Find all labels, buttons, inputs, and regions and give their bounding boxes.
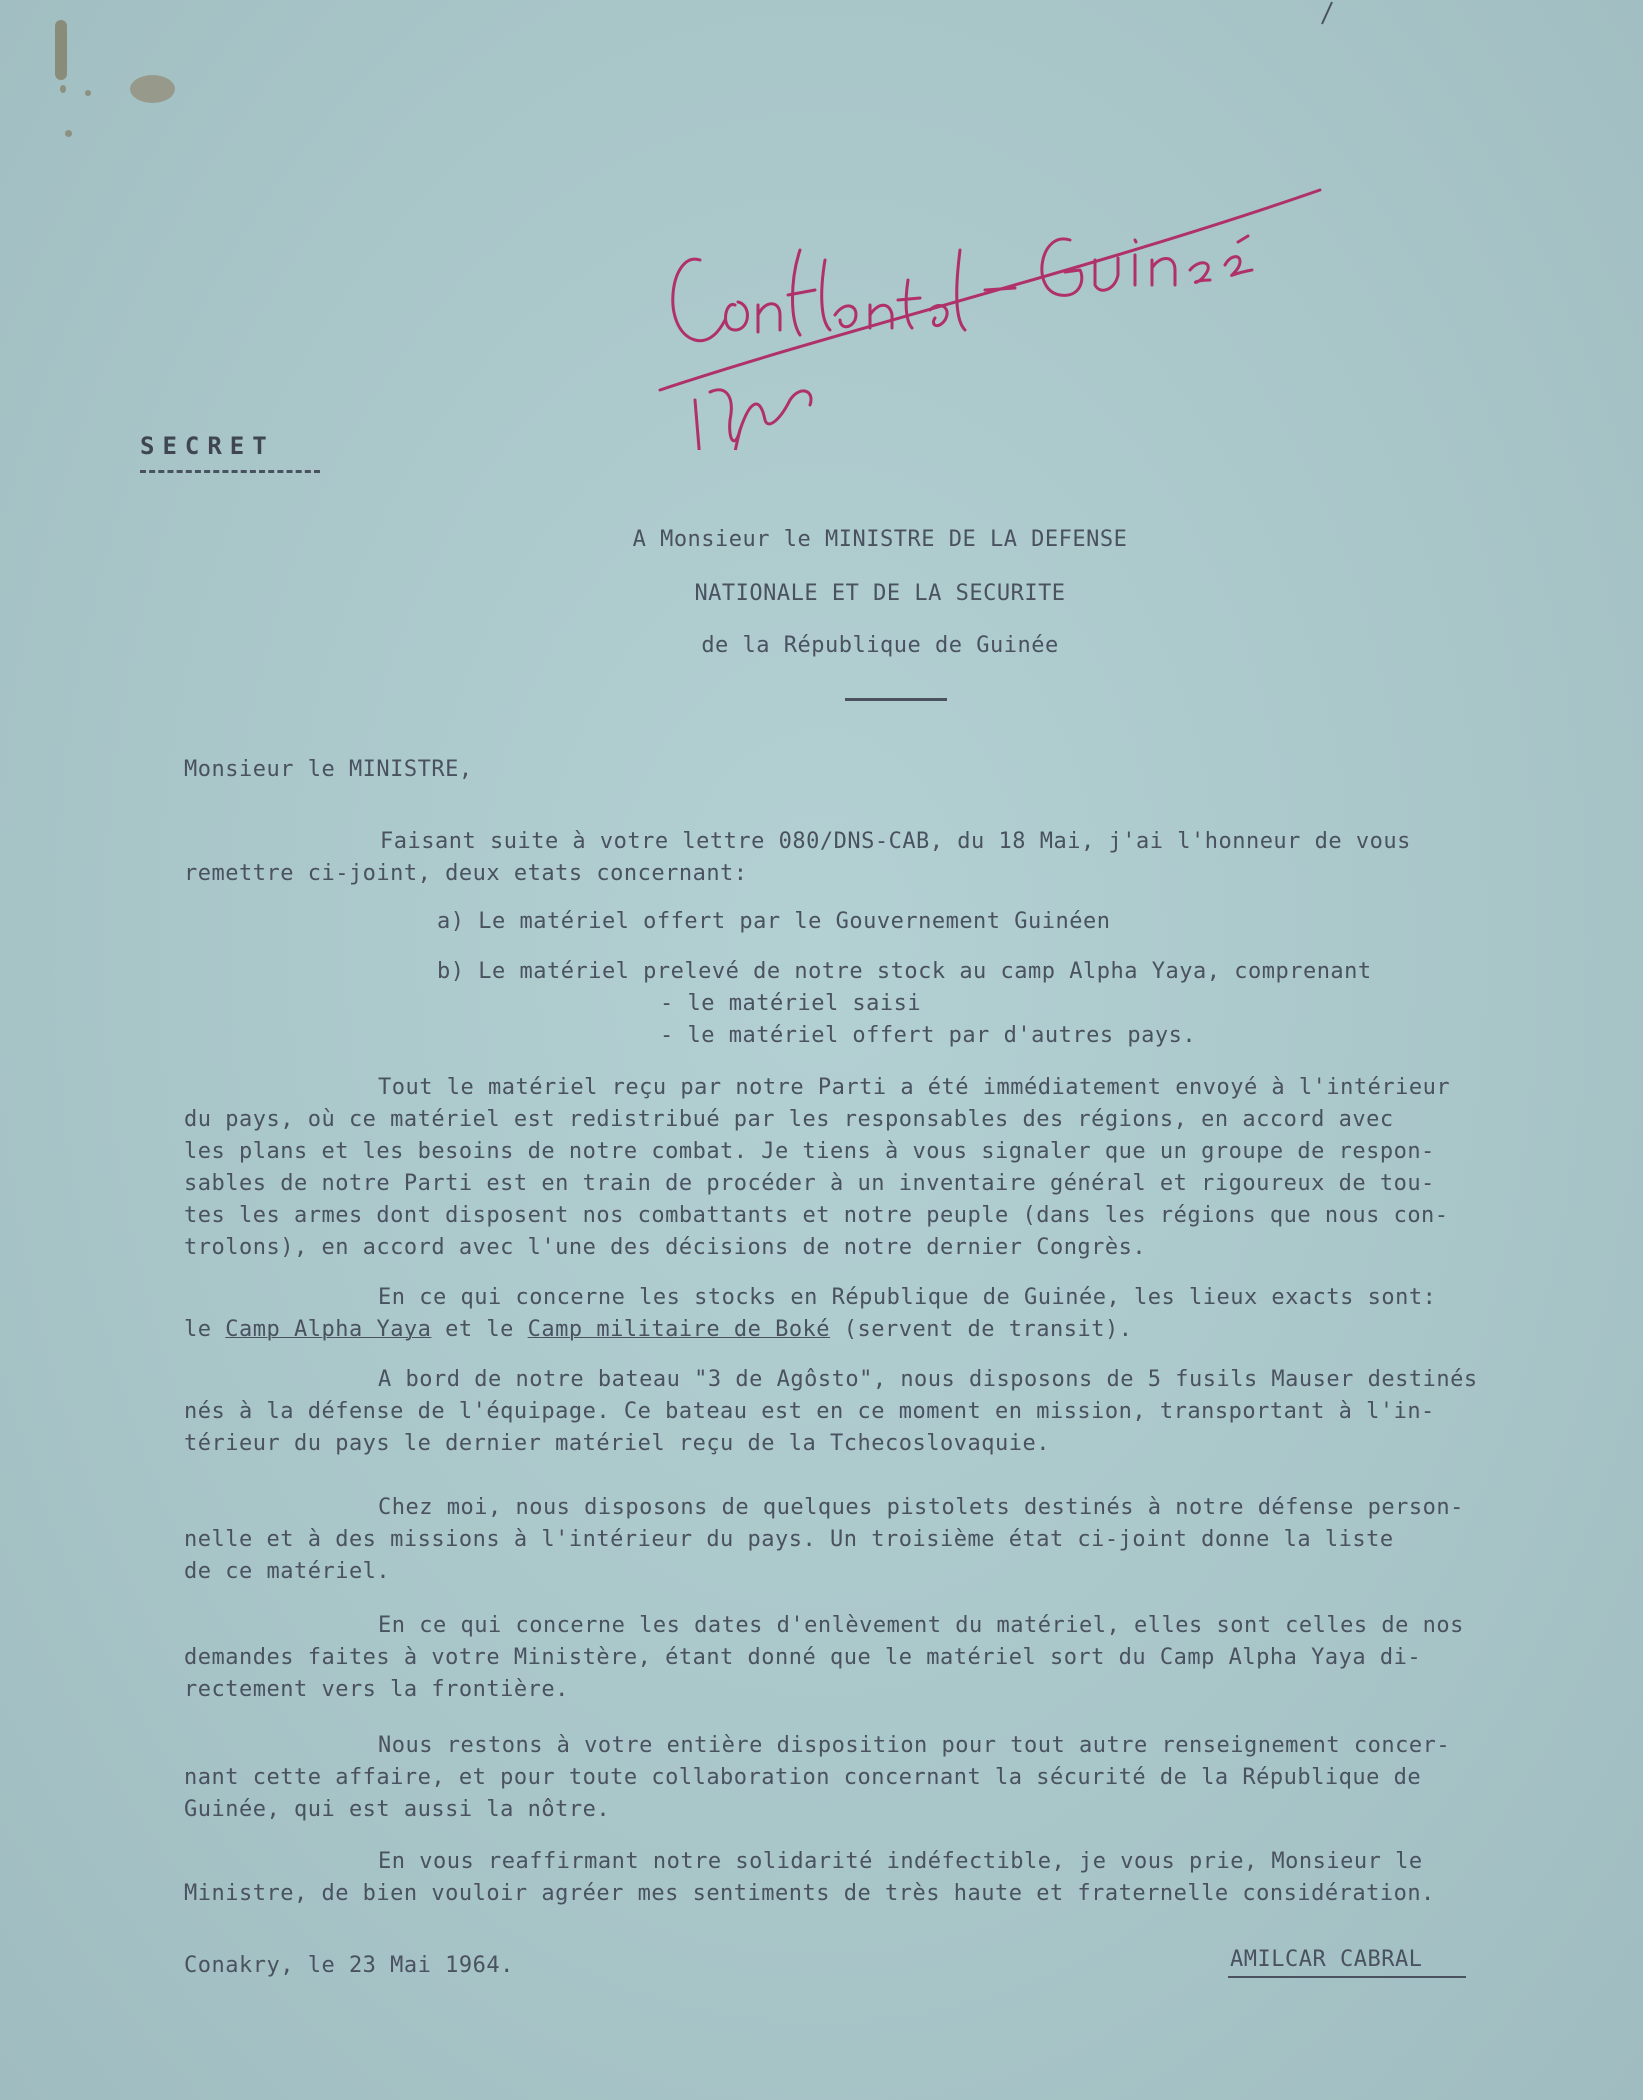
stain-mark	[130, 75, 175, 103]
paragraph-3-line-1: En ce qui concerne les stocks en République de Guinée, les lieux exacts sont:	[378, 1285, 1437, 1310]
paragraph-6-line: rectement vers la frontière.	[184, 1677, 569, 1702]
place-and-date: Conakry, le 23 Mai 1964.	[184, 1953, 514, 1978]
paragraph-6-line: demandes faites à votre Ministère, étant donné que le matériel sort du Camp Alpha Yaya di-	[184, 1645, 1422, 1670]
paragraph-5-line: Chez moi, nous disposons de quelques pistolets destinés à notre défense person-	[378, 1495, 1464, 1520]
paragraph-5-line: nelle et à des missions à l'intérieur du pays. Un troisième état ci-joint donne la liste	[184, 1527, 1394, 1552]
paragraph-1-line-1: Faisant suite à votre lettre 080/DNS-CAB, du 18 Mai, j'ai l'honneur de vous	[380, 829, 1411, 854]
paragraph-1-line-2: remettre ci-joint, deux etats concernant:	[184, 861, 748, 886]
paragraph-3-suffix: (servent de transit).	[830, 1317, 1133, 1342]
paragraph-2-line: trolons), en accord avec l'une des décisions de notre dernier Congrès.	[184, 1235, 1147, 1260]
paragraph-3-mid: et le	[431, 1317, 528, 1342]
list-item-b-sub-2: - le matériel offert par d'autres pays.	[660, 1023, 1197, 1048]
classification-label: SECRET	[140, 432, 275, 460]
paragraph-8-line: Ministre, de bien vouloir agréer mes sentiments de très haute et fraternelle considération.	[184, 1881, 1435, 1906]
place-camp-alpha-yaya: Camp Alpha Yaya	[225, 1317, 432, 1342]
stain-mark	[65, 130, 72, 137]
addressee-line-3: de la République de Guinée	[701, 633, 1059, 658]
addressee-line-1: A Monsieur le MINISTRE DE LA DEFENSE	[632, 527, 1128, 552]
addressee-rule	[845, 698, 947, 701]
paragraph-7-line: Guinée, qui est aussi la nôtre.	[184, 1797, 611, 1822]
paragraph-4-line: térieur du pays le dernier matériel reçu de la Tchecoslovaquie.	[184, 1431, 1050, 1456]
paragraph-6-line: En ce qui concerne les dates d'enlèvement du matériel, elles sont celles de nos	[378, 1613, 1464, 1638]
handwritten-annotation	[640, 130, 1340, 450]
paragraph-7-line: Nous restons à votre entière disposition pour tout autre renseignement concer-	[378, 1733, 1451, 1758]
paragraph-8-line: En vous reaffirmant notre solidarité indéfectible, je vous prie, Monsieur le	[378, 1849, 1423, 1874]
paragraph-2-line: les plans et les besoins de notre combat. Je tiens à vous signaler que un groupe de respon-	[184, 1139, 1435, 1164]
stain-mark	[60, 85, 66, 93]
paragraph-2-line: sables de notre Parti est en train de procéder à un inventaire général et rigoureux de tou-	[184, 1171, 1435, 1196]
paragraph-4-line: nés à la défense de l'équipage. Ce bateau est en ce moment en mission, transportant à l'in-	[184, 1399, 1435, 1424]
stain-mark	[85, 90, 91, 96]
paragraph-3-prefix: le	[184, 1317, 226, 1342]
list-item-b: b) Le matériel prelevé de notre stock au camp Alpha Yaya, comprenant	[437, 959, 1372, 984]
paragraph-2-line: du pays, où ce matériel est redistribué par les responsables des régions, en accord avec	[184, 1107, 1394, 1132]
paragraph-7-line: nant cette affaire, et pour toute collaboration concernant la sécurité de la République de	[184, 1765, 1422, 1790]
addressee-line-2: NATIONALE ET DE LA SECURITE	[694, 581, 1066, 606]
paragraph-5-line: de ce matériel.	[184, 1559, 391, 1584]
paragraph-2-line: Tout le matériel reçu par notre Parti a été immédiatement envoyé à l'intérieur	[378, 1075, 1451, 1100]
list-item-b-sub-1: - le matériel saisi	[660, 991, 922, 1016]
scratch-mark	[1310, 0, 1340, 30]
classification-underline	[140, 470, 320, 476]
signatory-name: AMILCAR CABRAL	[1230, 1947, 1423, 1972]
paragraph-3-line-2	[184, 1314, 1132, 1346]
salutation: Monsieur le MINISTRE,	[184, 757, 473, 782]
list-item-a: a) Le matériel offert par le Gouvernement Guinéen	[437, 909, 1111, 934]
paragraph-2-line: tes les armes dont disposent nos combattants et notre peuple (dans les régions que nous con-	[184, 1203, 1449, 1228]
signatory-underline	[1228, 1976, 1466, 1978]
paragraph-4-line: A bord de notre bateau "3 de Agôsto", nous disposons de 5 fusils Mauser destinés	[378, 1367, 1478, 1392]
stain-mark	[55, 20, 67, 80]
place-camp-boke: Camp militaire de Boké	[527, 1317, 831, 1342]
